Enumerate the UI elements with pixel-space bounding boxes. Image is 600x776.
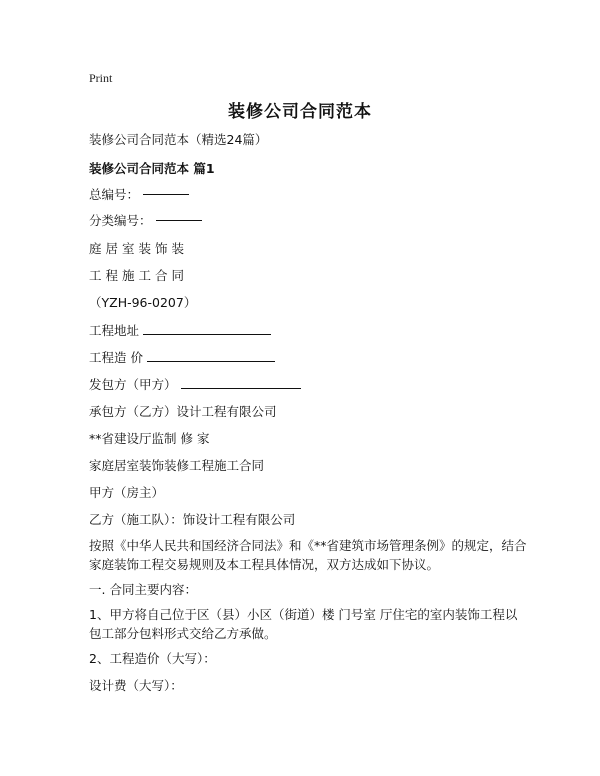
document-title: 装修公司合同范本 bbox=[228, 102, 372, 122]
site-blank bbox=[143, 333, 271, 335]
cost-label: 工程造 价 bbox=[89, 350, 143, 365]
design-fee-line: 设计费（大写）： bbox=[89, 678, 183, 693]
class-number-line bbox=[89, 212, 202, 230]
contract-heading-1: 庭居室装饰装 bbox=[89, 241, 189, 256]
site-line bbox=[89, 322, 271, 340]
contractor-line: 承包方（乙方）设计工程有限公司 bbox=[89, 404, 277, 419]
print-label[interactable]: Print bbox=[89, 71, 113, 85]
subtitle: 装修公司合同范本（精选24篇） bbox=[89, 132, 268, 147]
contract-name: 家庭居室装饰装修工程施工合同 bbox=[89, 458, 265, 473]
preamble-paragraph: 按照《中华人民共和国经济合同法》和《**省建筑市场管理条例》的规定，结合家庭装饰工程交易规则及本工程具体情况，双方达成如下协议。 bbox=[89, 538, 527, 572]
cost-line bbox=[89, 349, 275, 367]
employer-blank bbox=[181, 387, 301, 389]
employer-label: 发包方（甲方） bbox=[89, 377, 177, 392]
main-content-heading: 一. 合同主要内容： bbox=[89, 582, 197, 597]
item-2-line: 2、工程造价（大写）： bbox=[89, 651, 216, 666]
item-1-paragraph: 1、甲方将自己位于区（县）小区（街道）楼 门号室 厅住宅的室内装饰工程以包工部分包料形式交给乙方承做。 bbox=[89, 607, 518, 641]
total-number-line bbox=[89, 186, 189, 204]
supervisor-line: **省建设厅监制 修 家 bbox=[89, 431, 210, 446]
class-number-label: 分类编号： bbox=[89, 213, 152, 228]
contract-code: （YZH-96-0207） bbox=[89, 295, 197, 310]
party-a: 甲方（房主） bbox=[89, 485, 165, 500]
party-b: 乙方（施工队）：饰设计工程有限公司 bbox=[89, 512, 296, 527]
total-number-label: 总编号： bbox=[89, 187, 140, 202]
contract-heading-2: 工程施工合同 bbox=[89, 268, 189, 283]
section-heading: 装修公司合同范本 篇1 bbox=[89, 161, 215, 176]
cost-blank bbox=[147, 360, 275, 362]
site-label: 工程地址 bbox=[89, 323, 140, 338]
employer-line bbox=[89, 376, 301, 394]
class-number-blank bbox=[156, 220, 202, 221]
total-number-blank bbox=[143, 194, 189, 195]
